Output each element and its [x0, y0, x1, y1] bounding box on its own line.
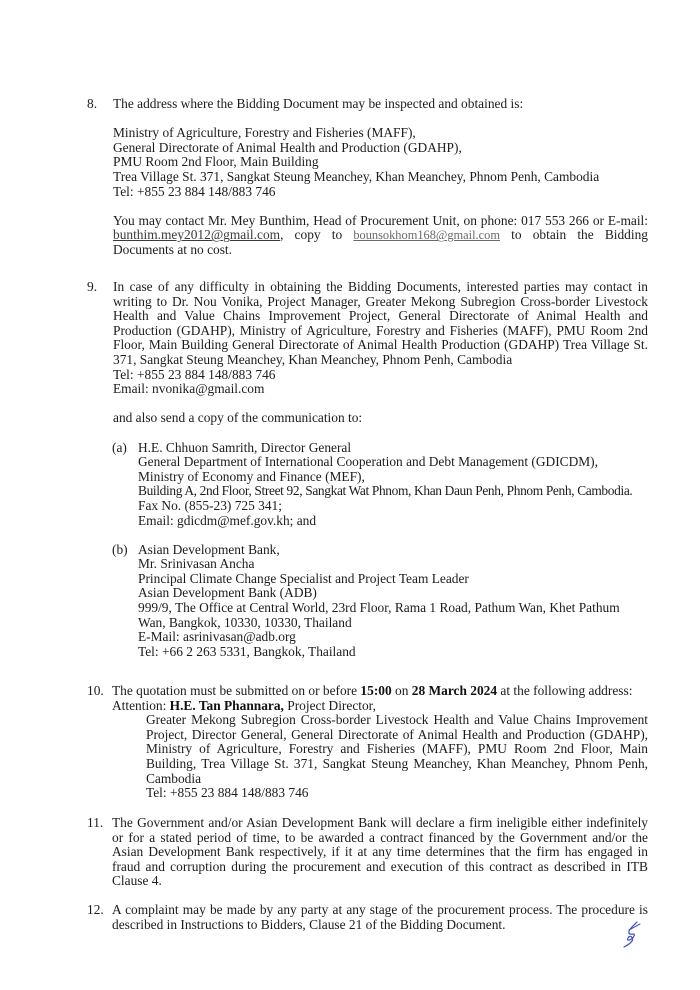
clause-number: 8. [87, 96, 98, 111]
clause-8 [87, 97, 648, 258]
recipient-line: Tel: +66 2 263 5331, Bangkok, Thailand [138, 643, 356, 659]
recipient-line: Mr. Srinivasan Ancha [138, 556, 255, 572]
contact-text: to obtain the Bidding Documents at no cost. [113, 227, 648, 257]
contact-text: , copy to [280, 227, 354, 243]
recipient-line: 999/9, The Office at Central World, 23rd Floor, Rama 1 Road, Pathum Wan, Khet Pathum [138, 600, 620, 616]
clause-10 [87, 684, 648, 801]
sub-label: (a) [112, 439, 127, 455]
attention-name: H.E. Tan Phannara, [169, 697, 284, 713]
clause-11 [87, 816, 648, 889]
clause-number: 9. [87, 279, 98, 294]
clause-number: 12. [87, 902, 104, 917]
clause-number: 11. [87, 815, 104, 830]
attention-label: Attention: [112, 697, 170, 713]
submission-deadline [112, 684, 648, 699]
recipient-line: General Department of International Cooperation and Debt Management (GDICDM), [138, 454, 598, 470]
clause-12-text: A complaint may be made by any party at any stage of the procurement process. The procedure is described in Instructions to Bidders, Clause 21 of the Bidding Document. [112, 902, 648, 932]
address-line: Tel: +855 23 884 148/883 746 [113, 183, 276, 199]
attention-line [112, 699, 648, 714]
contact-text: You may contact Mr. Mey Bunthim, Head of Procurement Unit, on phone: 017 553 266 or E-mail: [113, 212, 648, 228]
deadline-text: at the following address: [497, 683, 633, 698]
clause-9-email: Email: nvonika@gmail.com [113, 381, 265, 397]
recipient-a [113, 441, 648, 529]
clause-11-text: The Government and/or Asian Development Bank will declare a firm ineligible either indefinitely or for a stated period of time, to be awarded a contract financed by the Government and/or the Asian Development Bank respectively, if it at any time determines that the firm has engaged in fraud and corruption during the procurement and execution of this contract as described in ITB Clause 4. [112, 815, 648, 889]
recipient-line: Email: gdicdm@mef.gov.kh; and [138, 512, 317, 528]
signature-initial-icon [620, 920, 644, 948]
clause-12 [87, 903, 648, 932]
procurement-contact [113, 214, 648, 258]
address-line: PMU Room 2nd Floor, Main Building [113, 154, 319, 170]
recipient-line: E-Mail: asrinivasan@adb.org [138, 629, 296, 645]
address-line: General Directorate of Animal Health and Production (GDAHP), [113, 139, 462, 155]
submission-tel: Tel: +855 23 884 148/883 746 [146, 785, 309, 801]
recipient-line: Principal Climate Change Specialist and Project Team Leader [138, 570, 469, 586]
address-line: Trea Village St. 371, Sangkat Steung Meanchey, Khan Meanchey, Phnom Penh, Cambodia [113, 168, 600, 184]
clause-8-intro: The address where the Bidding Document may be inspected and obtained is: [113, 96, 524, 111]
deadline-date: 28 March 2024 [411, 683, 498, 698]
recipient-line: Building A, 2nd Floor, Street 92, Sangkat Wat Phnom, Khan Daun Penh, Phnom Penh, Cambodia. [138, 483, 633, 499]
copy-intro: and also send a copy of the communication to: [113, 410, 363, 426]
submission-address: Greater Mekong Subregion Cross-border Livestock Health and Value Chains Improvement Project, Director General, General Directorate of Animal Health and Production (GDAHP), Ministry of Agriculture, Forestry and Fisheries (MAFF), PMU Room 2nd Floor, Main Building, Trea Village St. 371, Sangkat Steung Meanchey, Khan Meanchey, Phnom Penh, Cambodia [146, 712, 648, 786]
clause-9-text: In case of any difficulty in obtaining the Bidding Documents, interested parties may contact in writing to Dr. Nou Vonika, Project Manager, Greater Mekong Subregion Cross-border Livestock Health and Value Chains Improvement Project, General Directorate of Animal Health and Production (GDAHP), Ministry of Agriculture, Forestry and Fisheries (MAFF), PMU Room 2nd Floor, Main Building General Directorate of Animal Health Production (GDAHP) Trea Village St. 371, Sangkat Steung Meanchey, Khan Meanchey, Phnom Penh, Cambodia [113, 279, 648, 367]
deadline-time: 15:00 [360, 683, 392, 698]
address-line: Ministry of Agriculture, Forestry and Fisheries (MAFF), [113, 125, 416, 141]
recipient-line: Ministry of Economy and Finance (MEF), [138, 468, 365, 484]
attention-role: Project Director, [283, 697, 376, 713]
clause-9 [87, 280, 648, 659]
recipient-line: Wan, Bangkok, 10330, 10330, Thailand [138, 614, 352, 630]
recipient-b [113, 543, 648, 660]
clause-number: 10. [87, 683, 104, 698]
recipient-line: Fax No. (855-23) 725 341; [138, 497, 282, 513]
deadline-text: on [391, 683, 412, 698]
deadline-text: The quotation must be submitted on or before [112, 683, 361, 698]
clause-9-tel: Tel: +855 23 884 148/883 746 [113, 366, 276, 382]
sub-label: (b) [112, 541, 128, 557]
recipient-line: Asian Development Bank, [138, 541, 280, 557]
maff-address [113, 126, 648, 199]
recipient-line: H.E. Chhuon Samrith, Director General [138, 439, 352, 455]
email-link-bounsokhom[interactable]: bounsokhom168@gmail.com [353, 228, 500, 243]
recipient-line: Asian Development Bank (ADB) [138, 585, 317, 601]
email-link-bunthim[interactable]: bunthim.mey2012@gmail.com [113, 227, 281, 243]
